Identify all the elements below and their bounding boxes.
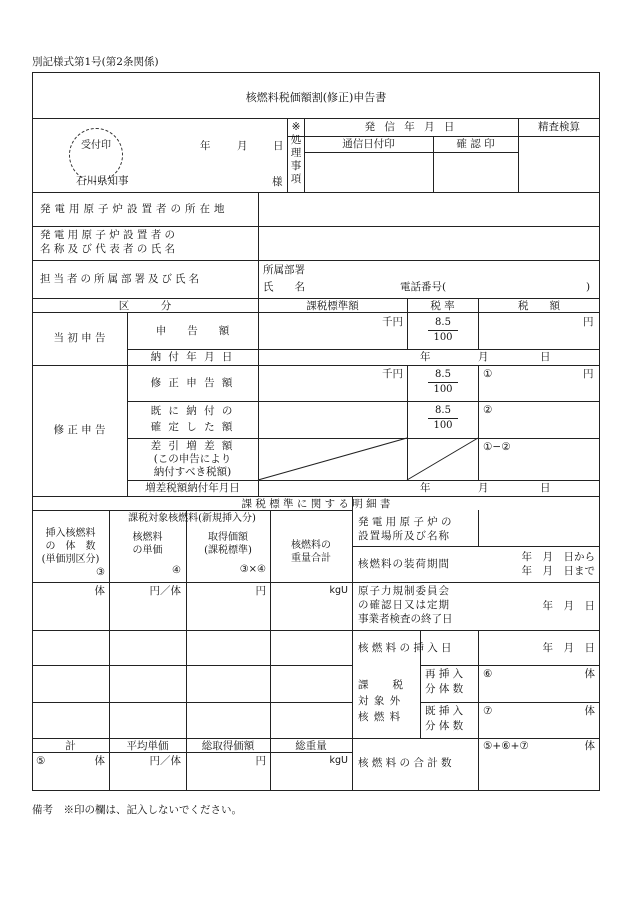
nofu-month: 月 (478, 351, 489, 363)
unit-yen-2: 円 (583, 368, 594, 380)
nra-label-1: 原子力規制委員会 (358, 585, 450, 597)
kome-char: 項 (290, 173, 302, 185)
nra-label-2: の確認日又は定期 (358, 599, 450, 611)
col1-head: ③ (96, 567, 105, 578)
zousa-month: 月 (478, 482, 489, 494)
reinsert-label-2: 分 体 数 (425, 683, 464, 695)
unit-yen-per-tai: 円／体 (149, 585, 181, 597)
existing-label-1: 既 挿 入 (425, 705, 464, 717)
col1-head: (単価別区分) (41, 554, 100, 565)
col2-head: 核燃料 (132, 532, 163, 543)
circle-6: ⑥ (483, 668, 493, 680)
sum-label: 計 (65, 740, 76, 752)
unit-yen-3: 円 (255, 585, 266, 597)
site-label-1: 発 電 用 原 子 炉 の (358, 516, 452, 528)
sum-unit-tai: 体 (94, 755, 105, 767)
sum-unit-yen-per-tai: 円／体 (149, 755, 181, 767)
form-label: 別記様式第1号(第2条関係) (32, 56, 159, 68)
name-label-2: 名 称 及 び 代 表 者 の 氏 名 (40, 243, 176, 255)
sum-label: 平均単価 (126, 740, 169, 752)
kome-char: 処 (290, 134, 302, 146)
address-label: 発電用原子炉設置者の所在地 (40, 203, 229, 215)
phone-label: 電話番号( (400, 281, 447, 293)
sum-label: 総取得価額 (201, 740, 255, 752)
correction-rate-2 (428, 404, 458, 432)
kome-char: ※ (291, 121, 301, 133)
circle-567: ⑤+⑥+⑦ (483, 740, 529, 752)
col3-head: ③×④ (239, 564, 266, 575)
rate-numerator: 8.5 (428, 404, 458, 419)
correction-rate (428, 368, 458, 396)
reinsert-unit: 体 (584, 668, 595, 680)
zousa-day: 日 (540, 482, 551, 494)
kisei-label-2: 確 定 し た 額 (150, 421, 235, 433)
form-title: 核燃料税価額割(修正)申告書 (245, 91, 387, 104)
total-label: 核 燃 料 の 合 計 数 (358, 757, 452, 769)
rate-denominator: 100 (433, 383, 453, 395)
sum-unit-kgu: kgU (329, 755, 348, 766)
nra-date: 年 月 日 (542, 600, 595, 612)
col3-head: (課税標準) (204, 545, 252, 556)
col2-head: の単価 (132, 545, 163, 556)
rate-numerator: 8.5 (428, 368, 458, 383)
excluded-label-1: 課 税 (358, 679, 404, 691)
honorific: 様 (272, 176, 283, 188)
correction-label: 修 正 申 告 (53, 424, 106, 436)
circle-1: ① (483, 368, 493, 380)
paren-label-2: 納付すべき税額) (153, 466, 232, 478)
detail-subhead: 課税対象核燃料(新規挿入分) (128, 513, 256, 524)
existing-unit: 体 (584, 705, 595, 717)
phone-close: ) (586, 281, 591, 293)
stamp-label: 受付印 (81, 140, 111, 151)
nofu-day: 日 (540, 351, 551, 363)
sum-unit-yen: 円 (255, 755, 266, 767)
paren-label-1: (この申告により (153, 453, 232, 465)
zousa-label: 増差税額納付年月日 (145, 482, 240, 494)
initial-shinkoku: 申 告 額 (155, 325, 230, 337)
period-from: 年 月 日から (521, 551, 595, 563)
insert-date: 年 月 日 (542, 642, 595, 654)
circle-2: ② (483, 404, 493, 416)
kisei-label-1: 既 に 納 付 の (150, 405, 235, 417)
rate-denominator: 100 (433, 419, 453, 431)
seisa-label: 精査検算 (538, 121, 580, 133)
hasshin-label: 発 信 年 月 日 (364, 121, 458, 133)
unit-yen: 円 (583, 316, 594, 328)
tsushin-label: 通信日付印 (342, 138, 395, 150)
sum-label: 総重量 (295, 740, 327, 752)
tax-header: 税 額 (518, 300, 560, 312)
contact-label: 担当者の所属部署及び氏名 (40, 273, 202, 285)
initial-nofu: 納 付 年 月 日 (150, 351, 235, 363)
kome-char: 事 (290, 160, 302, 172)
kakunin-label: 確 認 印 (456, 138, 495, 150)
rate-header: 税 率 (430, 300, 455, 312)
site-label-2: 設置場所及び名称 (358, 530, 450, 542)
unit-tai: 体 (94, 585, 105, 597)
period-to: 年 月 日まで (521, 565, 595, 577)
reception-stamp (69, 128, 123, 182)
col1-head: 挿入核燃料 (45, 528, 96, 539)
date-month: 月 (237, 140, 248, 152)
col3-head: 取得価額 (208, 532, 248, 543)
footer-note: 備考 ※印の欄は、記入しないでください。 (32, 804, 242, 816)
insert-label: 核 燃 料 の 挿 入 日 (358, 642, 452, 654)
kome-char: 理 (290, 147, 302, 159)
rate-numerator: 8.5 (428, 316, 458, 331)
circle-1-minus-2: ①−② (483, 441, 511, 453)
period-label: 核燃料の装荷期間 (358, 558, 450, 570)
initial-rate (428, 316, 458, 344)
col2-head: ④ (172, 565, 181, 576)
zousa-year: 年 (420, 482, 431, 494)
total-unit: 体 (584, 740, 595, 752)
excluded-label-2: 対 象 外 (358, 695, 402, 707)
unit-kgu: kgU (329, 585, 348, 596)
detail-title: 課 税 標 準 に 関 す る 明 細 書 (241, 498, 391, 510)
dept-label: 所属部署 (263, 264, 305, 276)
name-label-1: 発 電 用 原 子 炉 設 置 者 の (40, 229, 176, 241)
sashihiki-label: 差 引 増 差 額 (150, 440, 235, 452)
initial-label: 当 初 申 告 (53, 332, 106, 344)
col4-head: 核燃料の (291, 540, 331, 551)
col1-head: の 体 数 (45, 541, 96, 552)
kazei-header: 課税標準額 (306, 300, 359, 312)
kubun-header: 区 分 (118, 300, 172, 312)
circle-7: ⑦ (483, 705, 493, 717)
shusei-label: 修 正 申 告 額 (150, 377, 235, 389)
excluded-label-3: 核 燃 料 (358, 711, 402, 723)
col4-head: 重量合計 (291, 553, 331, 564)
unit-sen-2: 千円 (382, 368, 403, 380)
recipient: 石川県知事 (76, 175, 129, 187)
existing-label-2: 分 体 数 (425, 720, 464, 732)
date-year: 年 (200, 140, 211, 152)
date-day: 日 (273, 140, 284, 152)
nra-label-3: 事業者検査の終了日 (358, 613, 453, 625)
unit-sen: 千円 (382, 316, 403, 328)
nofu-year: 年 (420, 351, 431, 363)
person-label: 氏 名 (263, 281, 305, 293)
rate-denominator: 100 (433, 331, 453, 343)
reinsert-label-1: 再 挿 入 (425, 668, 464, 680)
circle-5: ⑤ (36, 755, 46, 767)
